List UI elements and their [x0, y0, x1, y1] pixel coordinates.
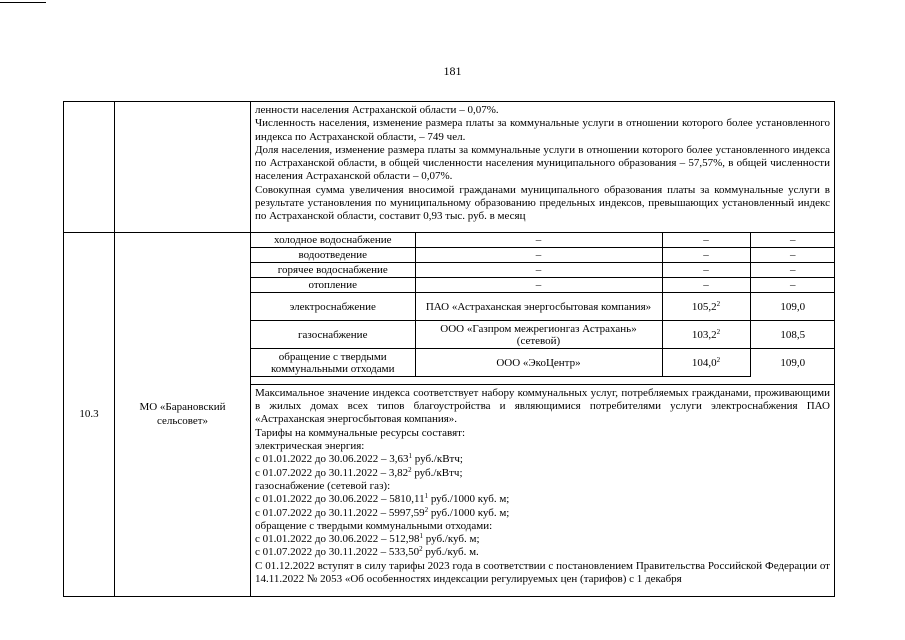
service-provider: ООО «ЭкоЦентр» — [415, 349, 662, 377]
service-index: – — [662, 263, 750, 278]
mo-cell-empty — [115, 102, 251, 233]
description-cell — [251, 102, 835, 233]
service-row — [251, 293, 835, 321]
text-line: Максимальное значение индекса соответствует набору коммунальных услуг, потребляемых гражданами, проживающими в жилых домах всех типов благоустройства и являющимися потребителями услуги электроснабжения ПАО «Астраханская энергосбытовая компания». — [255, 386, 830, 426]
service-name: электроснабжение — [251, 293, 415, 321]
service-value: – — [750, 233, 835, 248]
text-line: с 01.01.2022 до 30.06.2022 – 3,63$^1$ руб./кВтч; — [255, 452, 463, 466]
services-table — [251, 233, 835, 377]
table-row-10-3 — [64, 233, 835, 385]
text-line: ленности населения Астраханской области – 0,07%. — [255, 104, 499, 116]
service-index: – — [662, 278, 750, 293]
service-provider: – — [415, 263, 662, 278]
service-value: – — [750, 278, 835, 293]
text-line: обращение с твердыми коммунальными отходами: — [255, 519, 493, 532]
text-line: электрическая энергия: — [255, 440, 365, 453]
service-index: 104,0$^2$ — [662, 349, 750, 377]
service-name: газоснабжение — [251, 321, 415, 349]
service-value: 109,0 — [750, 293, 835, 321]
corner-mark — [0, 2, 46, 3]
service-provider: – — [415, 278, 662, 293]
service-index: 103,2$^2$ — [662, 321, 750, 349]
service-value: 109,0 — [750, 349, 835, 377]
text-line: Численность населения, изменение размера платы за коммунальные услуги в отношении которого более установленного индекса по Астраханской области, – 749 чел. — [255, 117, 830, 143]
text-line: газоснабжение (сетевой газ): — [255, 479, 391, 492]
service-name: горячее водоснабжение — [251, 263, 415, 278]
service-index: – — [662, 233, 750, 248]
service-row — [251, 278, 835, 293]
service-name: водоотведение — [251, 248, 415, 263]
service-index: – — [662, 248, 750, 263]
service-provider: – — [415, 233, 662, 248]
service-row — [251, 263, 835, 278]
service-value: 108,5 — [750, 321, 835, 349]
service-value: – — [750, 248, 835, 263]
service-row — [251, 321, 835, 349]
service-index: 105,2$^2$ — [662, 293, 750, 321]
text-line: С 01.12.2022 вступят в силу тарифы 2023 года в соответствии с постановлением Правительства Российской Федерации от 14.11.2022 № 2053 «Об особенностях индексации регулируемых цен (тарифов) с 1 декабря — [255, 559, 830, 586]
services-cell — [251, 233, 835, 385]
service-provider: ООО «Газпром межрегионгаз Астрахань» (сетевой) — [415, 321, 662, 349]
service-name: холодное водоснабжение — [251, 233, 415, 248]
text-line: с 01.01.2022 до 30.06.2022 – 5810,11$^1$ руб./1000 куб. м; — [255, 492, 510, 506]
tariff-description-cell — [251, 384, 835, 596]
text-line: с 01.07.2022 до 30.11.2022 – 533,50$^2$ руб./куб. м. — [255, 545, 479, 559]
table-row-continuation — [64, 102, 835, 233]
service-value: – — [750, 263, 835, 278]
service-name: отопление — [251, 278, 415, 293]
service-row — [251, 233, 835, 248]
service-row — [251, 349, 835, 377]
text-line: Тарифы на коммунальные ресурсы составят: — [255, 426, 466, 439]
text-line: с 01.07.2022 до 30.11.2022 – 3,82$^2$ руб./кВтч; — [255, 465, 463, 479]
data-table — [63, 101, 835, 597]
municipality-name: МО «Барановский сельсовет» — [115, 233, 251, 597]
service-provider: – — [415, 248, 662, 263]
text-line: Совокупная сумма увеличения вносимой гражданами муниципального образования платы за коммунальные услуги в результате установления по муниципальному образованию предельных индексов, превышающих установленный индекс по Астраханской области, составит 0,93 тыс. руб. в месяц — [255, 183, 830, 223]
page-number: 181 — [443, 64, 462, 78]
text-line: с 01.01.2022 до 30.06.2022 – 512,98$^1$ руб./куб. м; — [255, 532, 480, 546]
text-line: Доля населения, изменение размера платы за коммунальные услуги в отношении которого более установленного индекса по Астраханской области, в общей численности населения муниципального образования – 57,57%, в общей численности населения Астраханской области – 0,07%. — [255, 143, 830, 183]
num-cell-empty — [64, 102, 115, 233]
service-provider: ПАО «Астраханская энергосбытовая компания» — [415, 293, 662, 321]
text-line: с 01.07.2022 до 30.11.2022 – 5997,59$^2$ руб./1000 куб. м; — [255, 505, 510, 519]
service-row — [251, 248, 835, 263]
row-number: 10.3 — [64, 233, 115, 597]
service-name: обращение с твердыми коммунальными отходами — [251, 349, 415, 377]
